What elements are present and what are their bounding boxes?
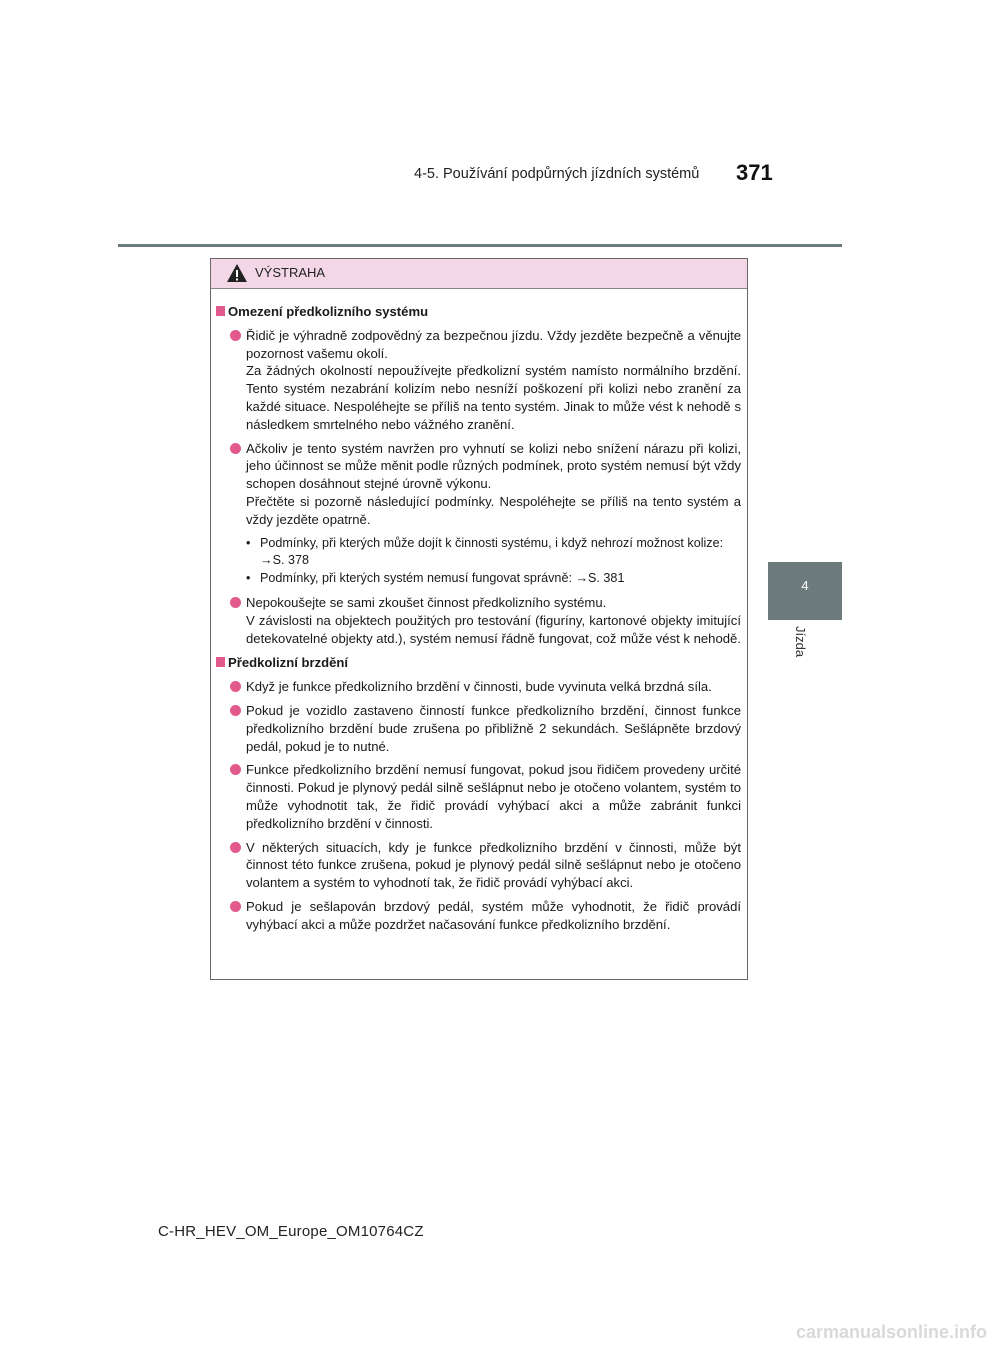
bullet-paragraph: Když je funkce předkolizního brzdění v činnosti, bude vyvinuta velká brzdná síla. bbox=[246, 679, 712, 695]
round-bullet-icon bbox=[230, 597, 241, 608]
document-code: C-HR_HEV_OM_Europe_OM10764CZ bbox=[158, 1223, 424, 1240]
bullet-paragraph: Přečtěte si pozorně následující podmínky. Nespoléhejte se příliš na tento systém a vždy jezděte opatrně. bbox=[246, 493, 741, 527]
sub-item-text: Podmínky, při kterých může dojít k činnosti systému, i když nehrozí možnost kolize: →S. 378 bbox=[260, 535, 724, 568]
round-bullet-icon bbox=[230, 330, 241, 341]
sub-item-text: Podmínky, při kterých systém nemusí fungovat správně: →S. 381 bbox=[260, 571, 625, 586]
round-bullet-icon bbox=[230, 443, 241, 454]
bullet-item bbox=[230, 839, 741, 892]
bullet-item bbox=[230, 678, 741, 696]
watermark: carmanualsonline.info bbox=[796, 1322, 987, 1342]
bullet-paragraph: Pokud je sešlapován brzdový pedál, systém může vyhodnotit, že řidič provádí vyhýbací akci a může pozdržet načasování funkce předkolizního brzdění. bbox=[246, 898, 741, 932]
warning-box bbox=[210, 258, 748, 980]
chapter-label bbox=[788, 626, 808, 676]
bullet-item bbox=[230, 440, 741, 529]
sub-item bbox=[246, 570, 741, 588]
warning-body bbox=[211, 289, 747, 934]
sub-bullet-icon: • bbox=[246, 535, 251, 550]
bullet-paragraph: Nepokoušejte se sami zkoušet činnost předkolizního systému. bbox=[246, 594, 607, 610]
section-heading-text: Předkolizní brzdění bbox=[228, 655, 349, 671]
sub-bullet-icon: • bbox=[246, 571, 251, 586]
round-bullet-icon bbox=[230, 901, 241, 912]
sub-item bbox=[246, 535, 741, 571]
round-bullet-icon bbox=[230, 764, 241, 775]
section-heading bbox=[216, 654, 741, 672]
bullet-item bbox=[230, 327, 741, 434]
chapter-number: 4 bbox=[801, 578, 809, 593]
header-section-title: 4-5. Používání podpůrných jízdních systémů bbox=[414, 166, 700, 182]
round-bullet-icon bbox=[230, 842, 241, 853]
bullet-paragraph: V některých situacích, kdy je funkce předkolizního brzdění v činnosti, může být činnost této funkce zrušena, pokud je plynový pedál silně sešlápnut nebo je otočeno volantem a systém to vyhodnotí tak, že řidič provádí vyhýbací akci. bbox=[246, 839, 741, 891]
chapter-label-text: Jízda bbox=[793, 626, 808, 658]
bullet-item bbox=[230, 898, 741, 934]
page-number: 371 bbox=[736, 160, 773, 185]
section-heading-text: Omezení předkolizního systému bbox=[228, 304, 429, 319]
square-bullet-icon bbox=[216, 306, 225, 316]
bullet-paragraph: Řidič je výhradně zodpovědný za bezpečnou jízdu. Vždy jezděte bezpečně a věnujte pozornost vašemu okolí. bbox=[246, 327, 741, 361]
bullet-paragraph: Pokud je vozidlo zastaveno činností funkce předkolizního brzdění, činnost funkce předkolizního brzdění bude zrušena po přibližně 2 sekundách. Sešlápněte brzdový pedál, pokud je to nutné. bbox=[246, 702, 741, 754]
round-bullet-icon bbox=[230, 705, 241, 716]
header-rule bbox=[118, 244, 842, 247]
bullet-paragraph: V závislosti na objektech použitých pro testování (figuríny, kartonové objekty imitující detekovatelné objekty atd.), systém nemusí řádně fungovat, což může vést k nehodě. bbox=[246, 612, 741, 646]
bullet-paragraph: Ačkoliv je tento systém navržen pro vyhnutí se kolizi nebo snížení nárazu při kolizi, jeho účinnost se může měnit podle různých podmínek, proto systém nemusí být vždy schopen dosáhnout stejné úrovně výkonu. bbox=[246, 440, 741, 492]
warning-title: VÝSTRAHA bbox=[255, 265, 326, 280]
square-bullet-icon bbox=[216, 657, 225, 667]
bullet-item bbox=[230, 594, 741, 647]
round-bullet-icon bbox=[230, 681, 241, 692]
bullet-item bbox=[230, 761, 741, 832]
section-heading bbox=[216, 303, 741, 321]
warning-header bbox=[211, 259, 747, 289]
warning-triangle-icon bbox=[226, 263, 248, 283]
bullet-paragraph: Funkce předkolizního brzdění nemusí fungovat, pokud jsou řidičem provedeny určité činnosti. Pokud je plynový pedál silně sešlápnut nebo je otočeno volantem, systém to může vyhodnotit tak, že řidič provádí vyhýbací akci a může zabránit funkci předkolizního brzdění v činnosti. bbox=[246, 762, 741, 831]
bullet-item bbox=[230, 702, 741, 755]
bullet-paragraph: Za žádných okolností nepoužívejte předkolizní systém namísto normálního brzdění. Tento systém nezabrání kolizím nebo nesníží poškození při kolizi nebo zranění za každé situace. Nespoléhejte se příliš na tento systém. Jinak to může vést k nehodě s následkem smrtelného nebo vážného zranění. bbox=[246, 363, 741, 432]
